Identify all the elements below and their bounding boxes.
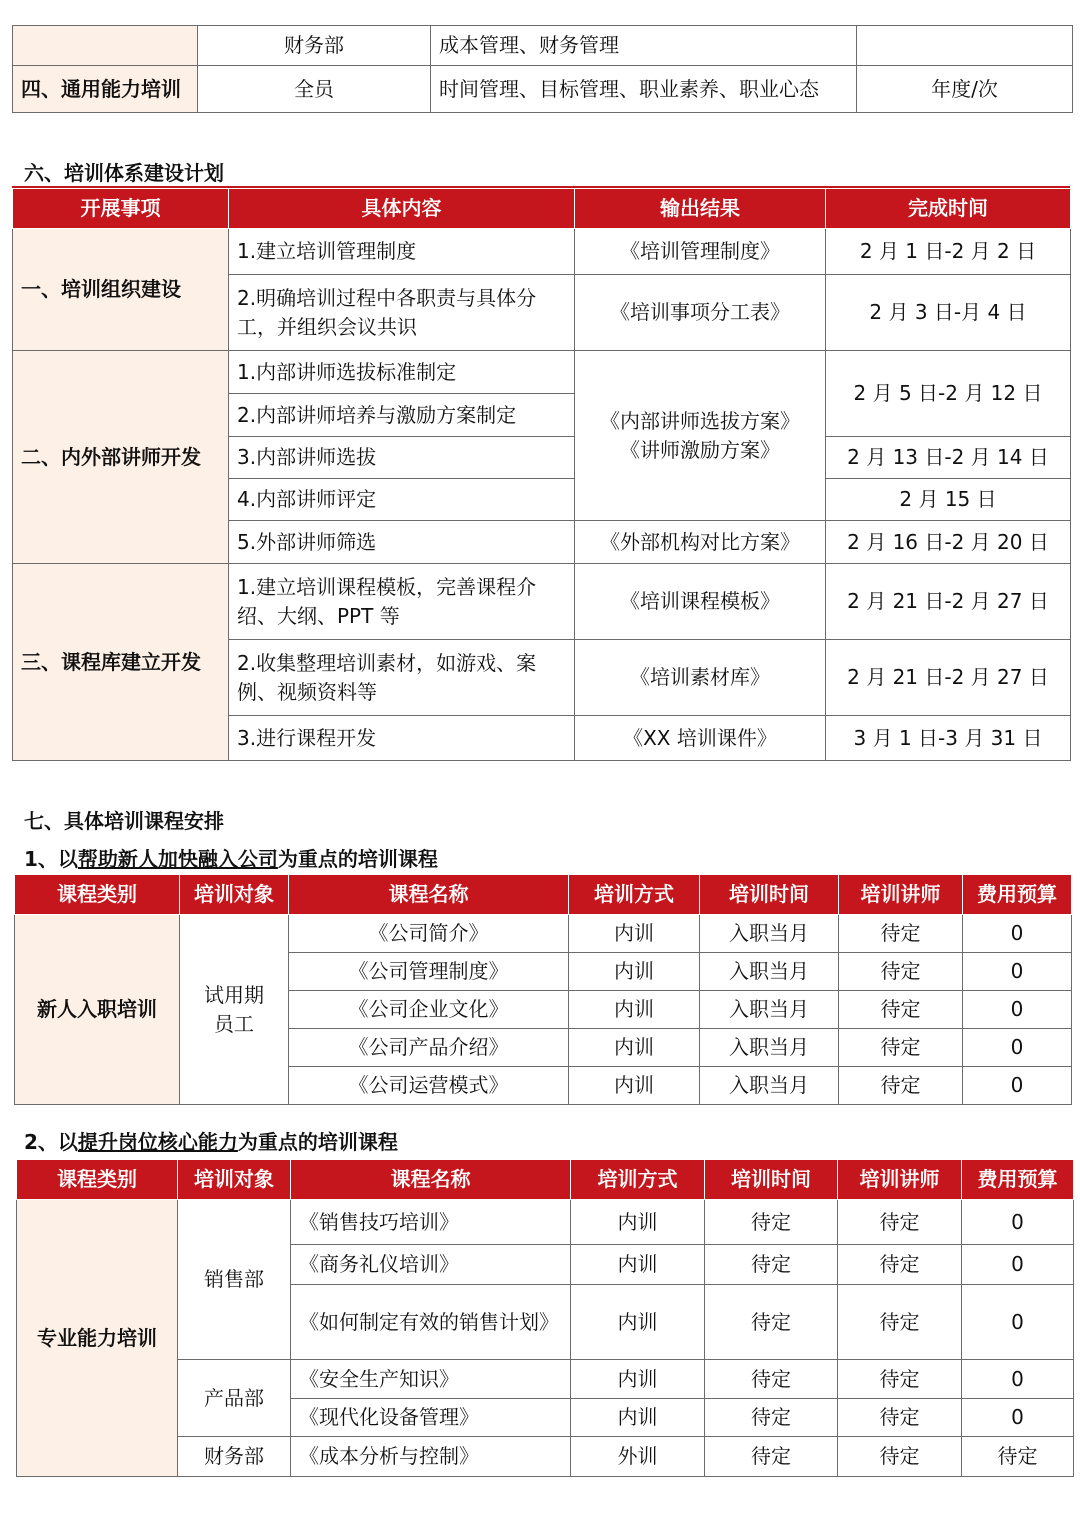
method-cell: 内训: [569, 953, 700, 991]
course-name-cell: 《公司企业文化》: [289, 991, 569, 1029]
column-header: 培训讲师: [838, 1160, 962, 1200]
budget-cell: 0: [962, 1200, 1074, 1245]
content-cell: 时间管理、目标管理、职业素养、职业心态: [431, 66, 857, 113]
category-cell: [13, 26, 198, 66]
table-row: [17, 1200, 1074, 1245]
subtitle-prefix: 2、以: [24, 1130, 78, 1154]
category-cell: 新人入职培训: [15, 915, 180, 1105]
column-header: 课程类别: [17, 1160, 178, 1200]
output-cell: 《XX 培训课件》: [575, 716, 826, 761]
content-cell: 2.明确培训过程中各职责与具体分工，并组织会议共识: [229, 275, 575, 351]
time-cell: 2 月 13 日-2 月 14 日: [826, 437, 1071, 479]
group-name-cell: 二、内外部讲师开发: [13, 351, 229, 564]
trainer-cell: 待定: [839, 953, 963, 991]
budget-cell: 待定: [962, 1437, 1074, 1477]
trainer-cell: 待定: [838, 1437, 962, 1477]
subtitle-suffix: 为重点的培训课程: [237, 1130, 398, 1154]
subtitle-underlined: 帮助新人加快融入公司: [77, 847, 278, 871]
time-cell: 2 月 5 日-2 月 12 日: [826, 351, 1071, 437]
time-cell: 待定: [705, 1245, 838, 1285]
time-cell: 2 月 3 日-月 4 日: [826, 275, 1071, 351]
method-cell: 外训: [571, 1437, 705, 1477]
method-cell: 内训: [569, 991, 700, 1029]
content-cell: 1.内部讲师选拔标准制定: [229, 351, 575, 394]
subsection-2-title: [24, 1126, 398, 1155]
course-name-cell: 《销售技巧培训》: [291, 1200, 571, 1245]
time-cell: 2 月 21 日-2 月 27 日: [826, 564, 1071, 640]
time-cell: 待定: [705, 1285, 838, 1360]
table-row: [13, 66, 1073, 113]
output-cell: 《培训课程模板》: [575, 564, 826, 640]
column-header: 课程名称: [289, 875, 569, 915]
group-name-cell: 一、培训组织建设: [13, 229, 229, 351]
column-header: 完成时间: [826, 189, 1071, 229]
subtitle-prefix: 1、以: [24, 847, 78, 871]
frequency-cell: 年度/次: [857, 66, 1073, 113]
column-header: 培训方式: [571, 1160, 705, 1200]
column-header: 培训时间: [705, 1160, 838, 1200]
course-name-cell: 《安全生产知识》: [291, 1360, 571, 1399]
course-name-cell: 《公司简介》: [289, 915, 569, 953]
trainer-cell: 待定: [839, 991, 963, 1029]
output-line: 《内部讲师选拔方案》: [600, 408, 800, 433]
time-cell: 入职当月: [700, 1029, 839, 1067]
content-cell: 1.建立培训管理制度: [229, 229, 575, 275]
trainer-cell: 待定: [838, 1200, 962, 1245]
table-row: [13, 351, 1071, 394]
content-cell: 3.内部讲师选拔: [229, 437, 575, 479]
column-header: 培训方式: [569, 875, 700, 915]
trainer-cell: 待定: [839, 915, 963, 953]
method-cell: 内训: [571, 1360, 705, 1399]
table-header-row: [13, 189, 1071, 229]
budget-cell: 0: [963, 991, 1072, 1029]
budget-cell: 0: [963, 1067, 1072, 1105]
course-name-cell: 《公司管理制度》: [289, 953, 569, 991]
trainer-cell: 待定: [838, 1245, 962, 1285]
course-name-cell: 《商务礼仪培训》: [291, 1245, 571, 1285]
budget-cell: 0: [963, 915, 1072, 953]
time-cell: 待定: [705, 1200, 838, 1245]
column-header: 培训时间: [700, 875, 839, 915]
course-name-cell: 《成本分析与控制》: [291, 1437, 571, 1477]
table-row: [13, 229, 1071, 275]
column-header: 培训对象: [180, 875, 289, 915]
content-cell: 5.外部讲师筛选: [229, 521, 575, 564]
content-cell: 1.建立培训课程模板，完善课程介绍、大纲、PPT 等: [229, 564, 575, 640]
column-header: 课程名称: [291, 1160, 571, 1200]
trainer-cell: 待定: [838, 1399, 962, 1437]
column-header: 输出结果: [575, 189, 826, 229]
method-cell: 内训: [569, 915, 700, 953]
content-cell: 4.内部讲师评定: [229, 479, 575, 521]
budget-cell: 0: [962, 1285, 1074, 1360]
column-header: 培训对象: [178, 1160, 291, 1200]
time-cell: 入职当月: [700, 1067, 839, 1105]
column-header: 培训讲师: [839, 875, 963, 915]
trainer-cell: 待定: [839, 1067, 963, 1105]
table-header-row: [15, 875, 1072, 915]
course-name-cell: 《公司运营模式》: [289, 1067, 569, 1105]
table-header-row: [17, 1160, 1074, 1200]
column-header: 课程类别: [15, 875, 180, 915]
time-cell: 待定: [705, 1437, 838, 1477]
trainer-cell: 待定: [838, 1360, 962, 1399]
frequency-cell: [857, 26, 1073, 66]
top-table: [12, 25, 1073, 113]
column-header: 费用预算: [963, 875, 1072, 915]
target-cell: 产品部: [178, 1360, 291, 1437]
section-6-title: 六、培训体系建设计划: [24, 161, 224, 185]
output-cell: 《培训事项分工表》: [575, 275, 826, 351]
column-header: 具体内容: [229, 189, 575, 229]
content-cell: 2.收集整理培训素材，如游戏、案例、视频资料等: [229, 640, 575, 716]
target-cell: 销售部: [178, 1200, 291, 1360]
budget-cell: 0: [963, 1029, 1072, 1067]
section-7-title: 七、具体培训课程安排: [24, 809, 224, 833]
course-name-cell: 《现代化设备管理》: [291, 1399, 571, 1437]
trainer-cell: 待定: [838, 1285, 962, 1360]
subtitle-underlined: 提升岗位核心能力: [77, 1130, 238, 1154]
subtitle-suffix: 为重点的培训课程: [277, 847, 438, 871]
target-cell: 全员: [198, 66, 431, 113]
target-cell: 财务部: [198, 26, 431, 66]
method-cell: 内训: [571, 1200, 705, 1245]
course-name-cell: 《公司产品介绍》: [289, 1029, 569, 1067]
onboarding-courses-table: [14, 874, 1072, 1105]
category-cell: 四、通用能力培训: [13, 66, 198, 113]
time-cell: 入职当月: [700, 991, 839, 1029]
time-cell: 入职当月: [700, 915, 839, 953]
output-cell: 《培训管理制度》: [575, 229, 826, 275]
core-skills-courses-table: [16, 1159, 1074, 1477]
target-cell: 试用期员工: [180, 915, 289, 1105]
output-cell: 《培训素材库》: [575, 640, 826, 716]
budget-cell: 0: [962, 1360, 1074, 1399]
table-row: [13, 26, 1073, 66]
column-header: 费用预算: [962, 1160, 1074, 1200]
method-cell: 内训: [571, 1245, 705, 1285]
subsection-1-title: [24, 843, 438, 872]
time-cell: 2 月 16 日-2 月 20 日: [826, 521, 1071, 564]
output-cell: [575, 351, 826, 521]
target-cell: 财务部: [178, 1437, 291, 1477]
time-cell: 2 月 15 日: [826, 479, 1071, 521]
method-cell: 内训: [571, 1285, 705, 1360]
time-cell: 2 月 21 日-2 月 27 日: [826, 640, 1071, 716]
course-name-cell: 《如何制定有效的销售计划》: [291, 1285, 571, 1360]
output-cell: 《外部机构对比方案》: [575, 521, 826, 564]
content-cell: 3.进行课程开发: [229, 716, 575, 761]
column-header: 开展事项: [13, 189, 229, 229]
group-name-cell: 三、课程库建立开发: [13, 564, 229, 761]
budget-cell: 0: [962, 1245, 1074, 1285]
content-cell: 成本管理、财务管理: [431, 26, 857, 66]
time-cell: 3 月 1 日-3 月 31 日: [826, 716, 1071, 761]
time-cell: 待定: [705, 1399, 838, 1437]
trainer-cell: 待定: [839, 1029, 963, 1067]
time-cell: 入职当月: [700, 953, 839, 991]
table-row: [13, 564, 1071, 640]
category-cell: 专业能力培训: [17, 1200, 178, 1477]
training-system-plan-table: [12, 188, 1071, 761]
budget-cell: 0: [962, 1399, 1074, 1437]
content-cell: 2.内部讲师培养与激励方案制定: [229, 394, 575, 437]
table-row: [15, 915, 1072, 953]
output-line: 《讲师激励方案》: [620, 437, 780, 462]
budget-cell: 0: [963, 953, 1072, 991]
method-cell: 内训: [569, 1067, 700, 1105]
method-cell: 内训: [571, 1399, 705, 1437]
time-cell: 2 月 1 日-2 月 2 日: [826, 229, 1071, 275]
method-cell: 内训: [569, 1029, 700, 1067]
time-cell: 待定: [705, 1360, 838, 1399]
